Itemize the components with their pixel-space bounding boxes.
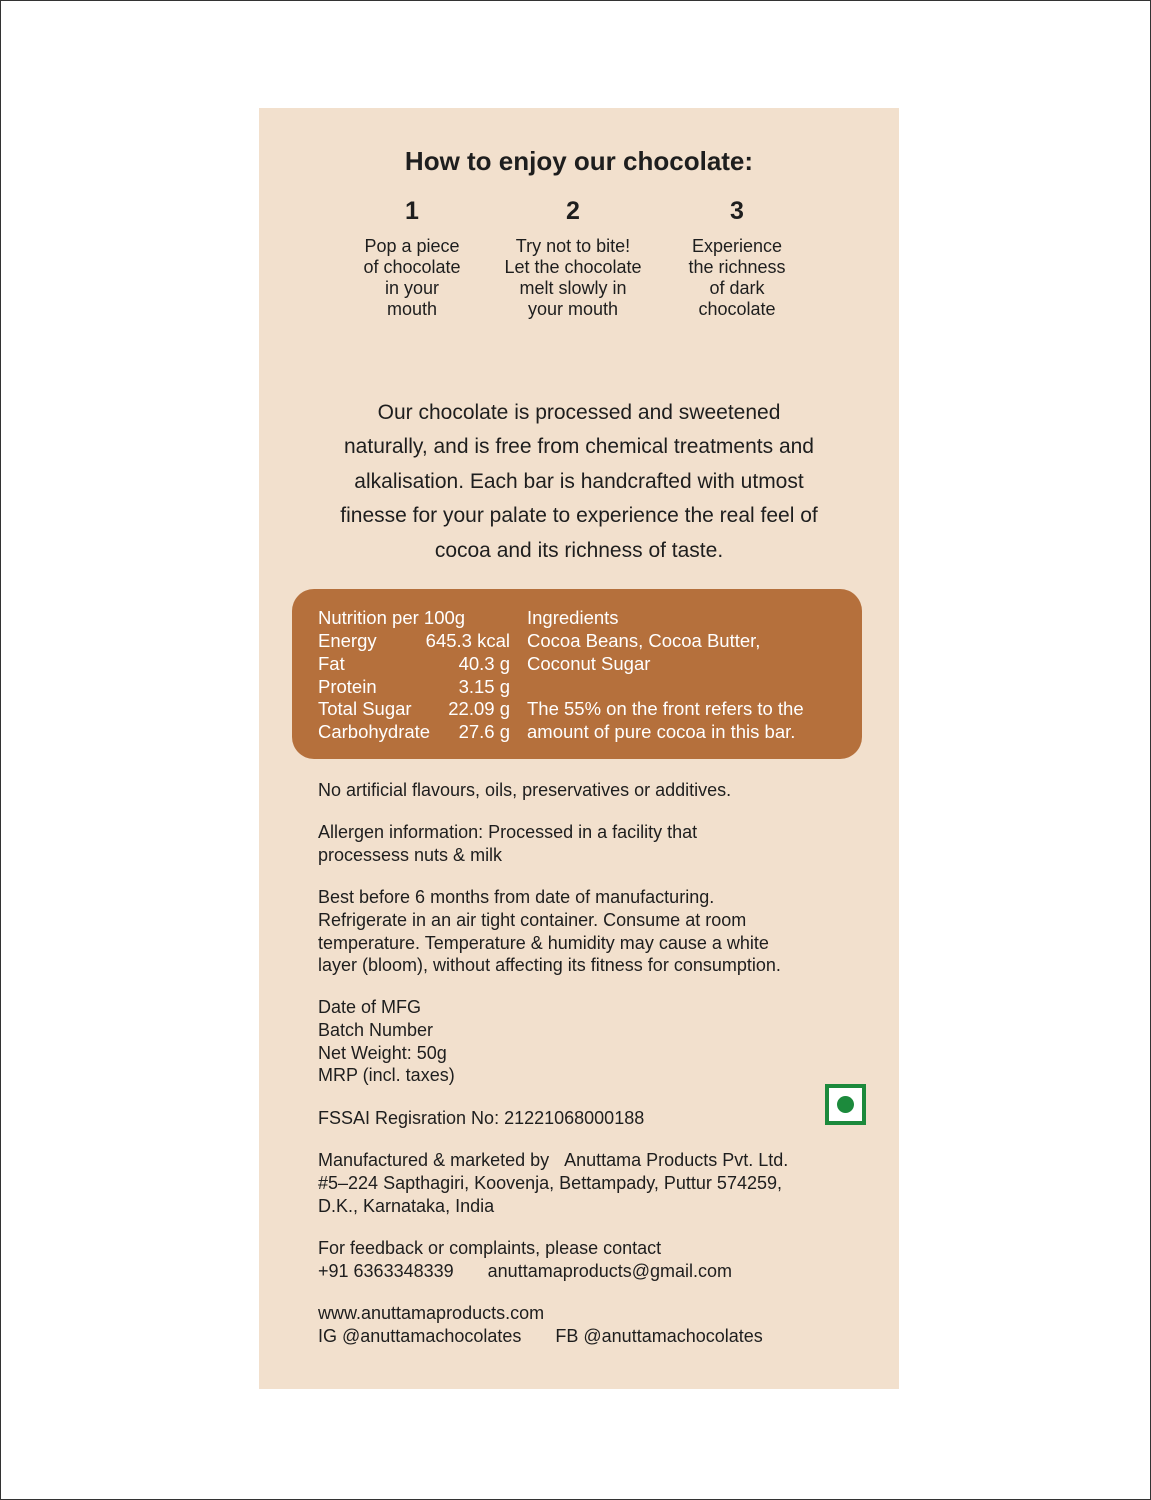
step-2 xyxy=(488,196,658,320)
nutrition-row xyxy=(318,630,510,653)
nutrition-row xyxy=(318,653,510,676)
info-line xyxy=(318,1149,858,1172)
step-1 xyxy=(327,196,497,320)
about-paragraph xyxy=(289,396,869,568)
manufacturer-label: Manufactured & marketed by xyxy=(318,1150,550,1170)
step-line: Experience xyxy=(691,236,783,256)
step-line: the richness xyxy=(688,257,786,277)
contact-info xyxy=(318,1237,858,1283)
no-additives-text xyxy=(318,779,858,802)
info-line: FSSAI Regisration No: 21221068000188 xyxy=(318,1108,645,1128)
step-number: 3 xyxy=(730,197,744,225)
ingredients-line: Cocoa Beans, Cocoa Butter, xyxy=(527,630,761,651)
nutrition-label: Protein xyxy=(318,676,377,697)
info-line: Date of MFG xyxy=(318,997,422,1017)
cocoa-percentage-note: amount of pure cocoa in this bar. xyxy=(527,721,796,742)
label-panel xyxy=(259,108,899,1389)
pack-details xyxy=(318,996,858,1087)
step-line: Pop a piece xyxy=(364,236,460,256)
step-text xyxy=(652,236,822,320)
cocoa-percentage-note: The 55% on the front refers to the xyxy=(527,698,804,719)
social-info xyxy=(318,1302,858,1348)
step-number: 2 xyxy=(566,197,580,225)
nutrition-value: 22.09 g xyxy=(448,698,510,719)
nutrition-value: 3.15 g xyxy=(458,676,510,697)
nutrition-label: Fat xyxy=(318,653,345,674)
manufacturer-company: Anuttama Products Pvt. Ltd. xyxy=(564,1150,789,1170)
step-line: mouth xyxy=(386,299,438,319)
nutrition-label: Energy xyxy=(318,630,377,651)
info-line: Best before 6 months from date of manufacturing. xyxy=(318,887,715,907)
step-line: your mouth xyxy=(527,299,619,319)
step-3 xyxy=(652,196,822,320)
nutrition-value: 645.3 kcal xyxy=(425,630,510,651)
info-line: Allergen information: Processed in a facility that xyxy=(318,822,698,842)
nutrition-row xyxy=(318,698,510,721)
facebook-handle: FB @anuttamachocolates xyxy=(555,1325,763,1346)
step-line: Let the chocolate xyxy=(504,257,642,277)
step-text xyxy=(327,236,497,320)
info-line: D.K., Karnataka, India xyxy=(318,1195,495,1216)
step-number: 1 xyxy=(405,197,419,225)
about-line: alkalisation. Each bar is handcrafted with utmost xyxy=(354,469,804,493)
manufacturer-info xyxy=(318,1149,858,1217)
info-line: Refrigerate in an air tight container. Consume at room xyxy=(318,909,747,930)
instagram-handle: IG @anuttamachocolates xyxy=(318,1325,522,1346)
info-line: processess nuts & milk xyxy=(318,844,503,865)
ingredients-line: Coconut Sugar xyxy=(527,653,651,674)
info-line xyxy=(318,1260,858,1283)
vegetarian-dot xyxy=(837,1096,854,1113)
info-line: Batch Number xyxy=(318,1019,434,1040)
nutrition-value: 27.6 g xyxy=(458,721,510,742)
how-to-enjoy-heading: How to enjoy our chocolate: xyxy=(404,146,754,176)
nutrition-title: Nutrition per 100g xyxy=(318,607,466,628)
about-line: naturally, and is free from chemical treatments and xyxy=(344,435,814,459)
info-line: temperature. Temperature & humidity may cause a white xyxy=(318,932,769,953)
fssai-registration xyxy=(318,1107,858,1130)
nutrition-ingredients-box xyxy=(292,589,862,759)
step-line: in your xyxy=(384,278,440,298)
allergen-info xyxy=(318,821,858,867)
info-line xyxy=(318,1325,858,1348)
ingredients-title: Ingredients xyxy=(527,607,619,628)
step-text xyxy=(488,236,658,320)
step-line: of chocolate xyxy=(363,257,461,277)
step-line: melt slowly in xyxy=(519,278,627,298)
info-line: For feedback or complaints, please contact xyxy=(318,1238,662,1258)
about-line: cocoa and its richness of taste. xyxy=(434,538,724,562)
step-line: Try not to bite! xyxy=(515,236,631,256)
storage-info xyxy=(318,886,858,977)
info-line: Net Weight: 50g xyxy=(318,1042,447,1063)
info-line: layer (bloom), without affecting its fitness for consumption. xyxy=(318,955,781,976)
about-line: finesse for your palate to experience the real feel of xyxy=(340,504,818,528)
nutrition-label: Total Sugar xyxy=(318,698,412,719)
vegetarian-mark-icon xyxy=(825,1084,866,1125)
nutrition-value: 40.3 g xyxy=(458,653,510,674)
info-line: #5–224 Sapthagiri, Koovenja, Bettampady, Puttur 574259, xyxy=(318,1172,782,1193)
nutrition-row xyxy=(318,676,510,699)
step-line: chocolate xyxy=(698,299,776,319)
info-line: MRP (incl. taxes) xyxy=(318,1065,455,1086)
contact-email: anuttamaproducts@gmail.com xyxy=(487,1260,733,1281)
nutrition-row xyxy=(318,721,510,744)
website-link: www.anuttamaproducts.com xyxy=(318,1303,545,1323)
step-line: of dark xyxy=(709,278,765,298)
info-line: No artificial flavours, oils, preservatives or additives. xyxy=(318,780,732,800)
contact-phone: +91 6363348339 xyxy=(318,1260,454,1281)
nutrition-label: Carbohydrate xyxy=(318,721,431,742)
about-line: Our chocolate is processed and sweetened xyxy=(377,401,781,424)
